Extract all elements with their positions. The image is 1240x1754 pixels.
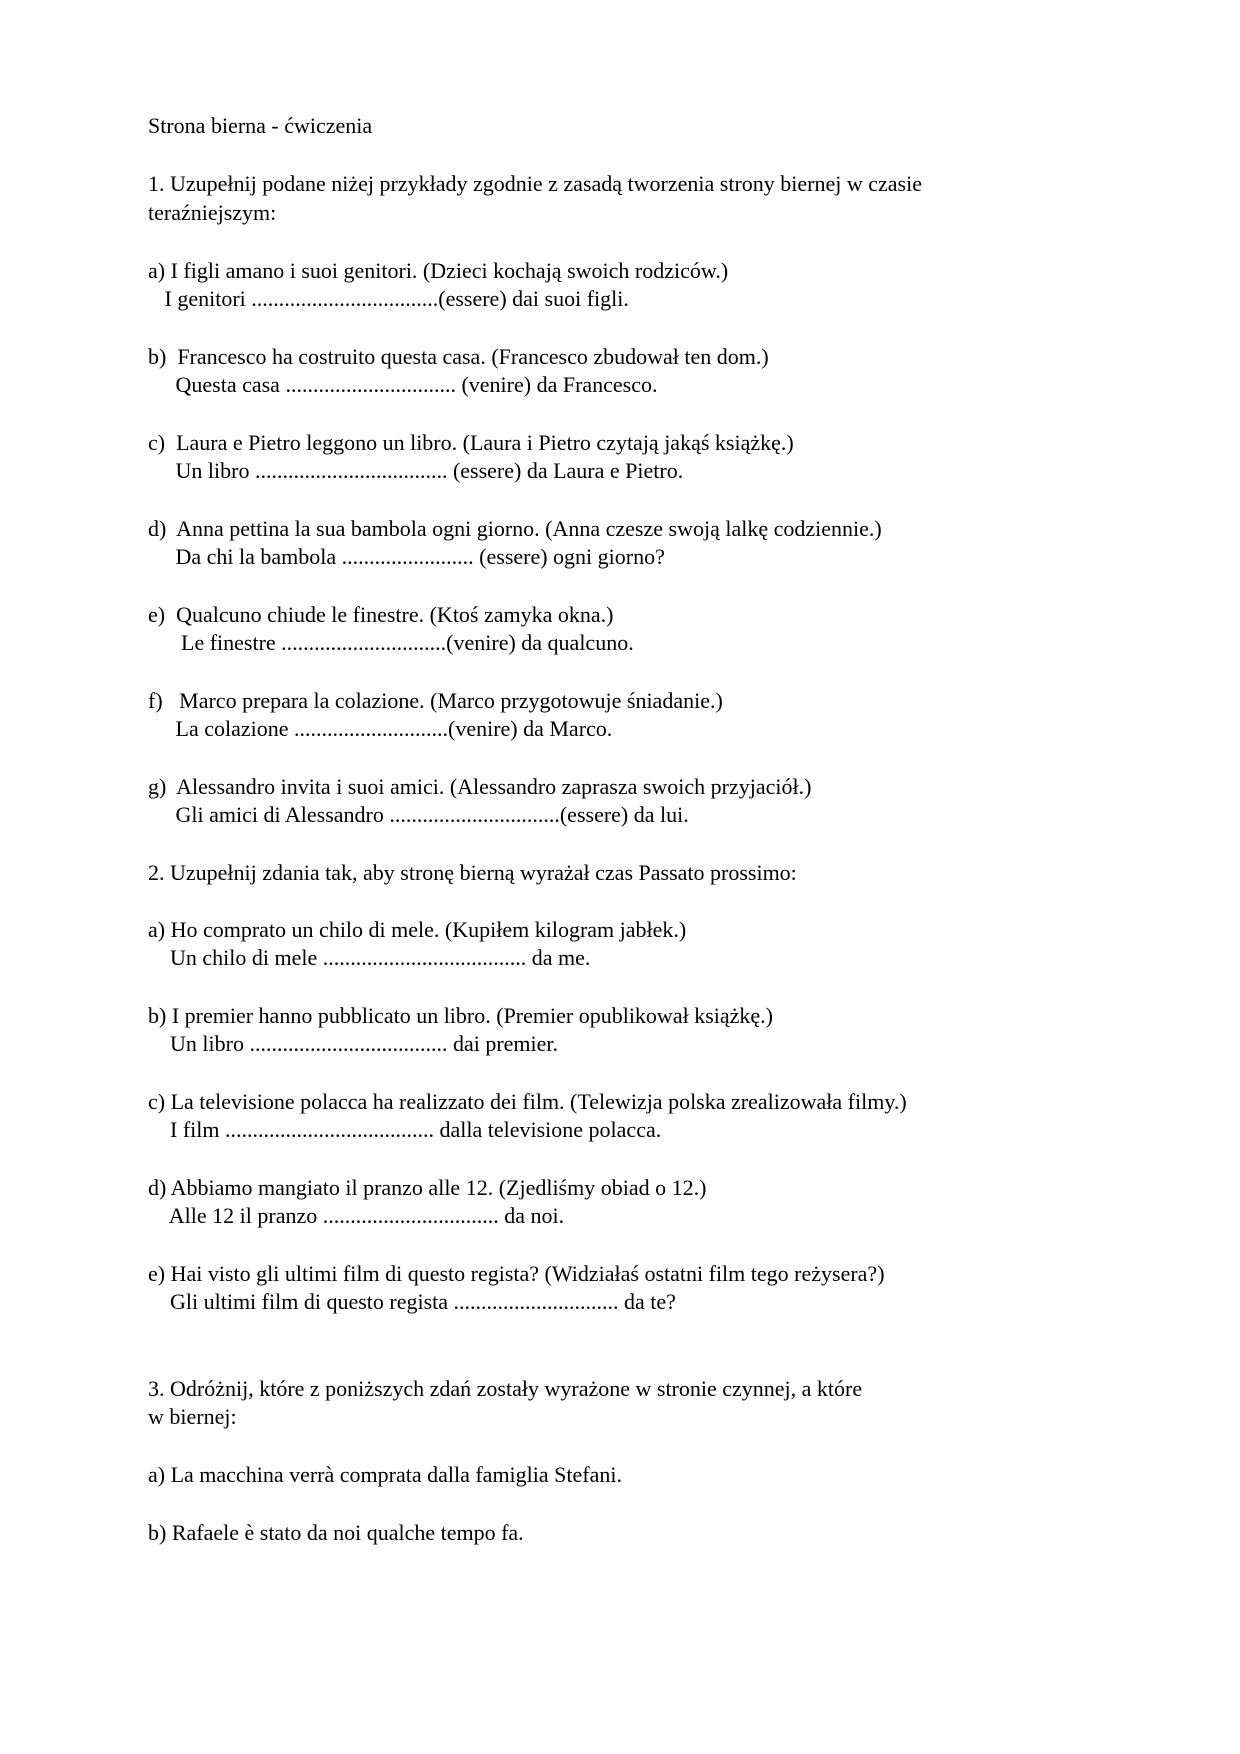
exercise1-item-g-sentence: g) Alessandro invita i suoi amici. (Alessandro zaprasza swoich przyjaciół.)	[148, 774, 812, 799]
exercise3-item-b-sentence: b) Rafaele è stato da noi qualche tempo fa.	[148, 1520, 524, 1545]
exercise1-item-g-answer: Gli amici di Alessandro ...............................(essere) da lui.	[148, 802, 689, 827]
exercise1-item-b-answer: Questa casa ............................... (venire) da Francesco.	[148, 372, 658, 397]
exercise2-item-c-sentence: c) La televisione polacca ha realizzato dei film. (Telewizja polska zrealizowała filmy.)	[148, 1089, 907, 1114]
exercise1-item-c-answer: Un libro ................................... (essere) da Laura e Pietro.	[148, 458, 684, 483]
exercise1-instruction-line2: teraźniejszym:	[148, 200, 277, 225]
exercise1-item-e-answer: Le finestre ..............................(venire) da qualcuno.	[148, 630, 634, 655]
exercise2-item-d-answer: Alle 12 il pranzo ................................ da noi.	[148, 1203, 565, 1228]
exercise2-item-a-answer: Un chilo di mele ..................................... da me.	[148, 945, 591, 970]
exercise1-item-f-answer: La colazione ............................(venire) da Marco.	[148, 716, 613, 741]
exercise1-instruction-line1: 1. Uzupełnij podane niżej przykłady zgodnie z zasadą tworzenia strony biernej w czasie	[148, 171, 922, 196]
exercise2-item-b-sentence: b) I premier hanno pubblicato un libro. (Premier opublikował książkę.)	[148, 1003, 773, 1028]
exercise2-item-a-sentence: a) Ho comprato un chilo di mele. (Kupiłem kilogram jabłek.)	[148, 917, 687, 942]
exercise2-item-b-answer: Un libro .................................... dai premier.	[148, 1031, 559, 1056]
exercise1-item-d-answer: Da chi la bambola ........................ (essere) ogni giorno?	[148, 544, 665, 569]
exercise2-item-c-answer: I film ...................................... dalla televisione polacca.	[148, 1117, 662, 1142]
exercise3-item-a-sentence: a) La macchina verrà comprata dalla famiglia Stefani.	[148, 1462, 622, 1487]
exercise1-item-f-sentence: f) Marco prepara la colazione. (Marco przygotowuje śniadanie.)	[148, 688, 723, 713]
exercise2-instruction: 2. Uzupełnij zdania tak, aby stronę bierną wyrażał czas Passato prossimo:	[148, 860, 797, 885]
exercise1-item-d-sentence: d) Anna pettina la sua bambola ogni giorno. (Anna czesze swoją lalkę codziennie.)	[148, 516, 882, 541]
exercise3-instruction-line2: w biernej:	[148, 1404, 237, 1429]
exercise1-item-b-sentence: b) Francesco ha costruito questa casa. (Francesco zbudował ten dom.)	[148, 344, 769, 369]
exercise1-item-a-sentence: a) I figli amano i suoi genitori. (Dzieci kochają swoich rodziców.)	[148, 258, 729, 283]
exercise2-item-e-answer: Gli ultimi film di questo regista .............................. da te?	[148, 1289, 676, 1314]
exercise1-item-a-answer: I genitori ..................................(essere) dai suoi figli.	[148, 286, 629, 311]
exercise1-item-c-sentence: c) Laura e Pietro leggono un libro. (Laura i Pietro czytają jakąś książkę.)	[148, 430, 794, 455]
exercise2-item-d-sentence: d) Abbiamo mangiato il pranzo alle 12. (Zjedliśmy obiad o 12.)	[148, 1175, 707, 1200]
exercise3-instruction-line1: 3. Odróżnij, które z poniższych zdań zostały wyrażone w stronie czynnej, a które	[148, 1376, 863, 1401]
exercise1-item-e-sentence: e) Qualcuno chiude le finestre. (Ktoś zamyka okna.)	[148, 602, 614, 627]
page-title: Strona bierna - ćwiczenia	[148, 113, 373, 138]
exercise2-item-e-sentence: e) Hai visto gli ultimi film di questo regista? (Widziałaś ostatni film tego reżysera?)	[148, 1261, 885, 1286]
